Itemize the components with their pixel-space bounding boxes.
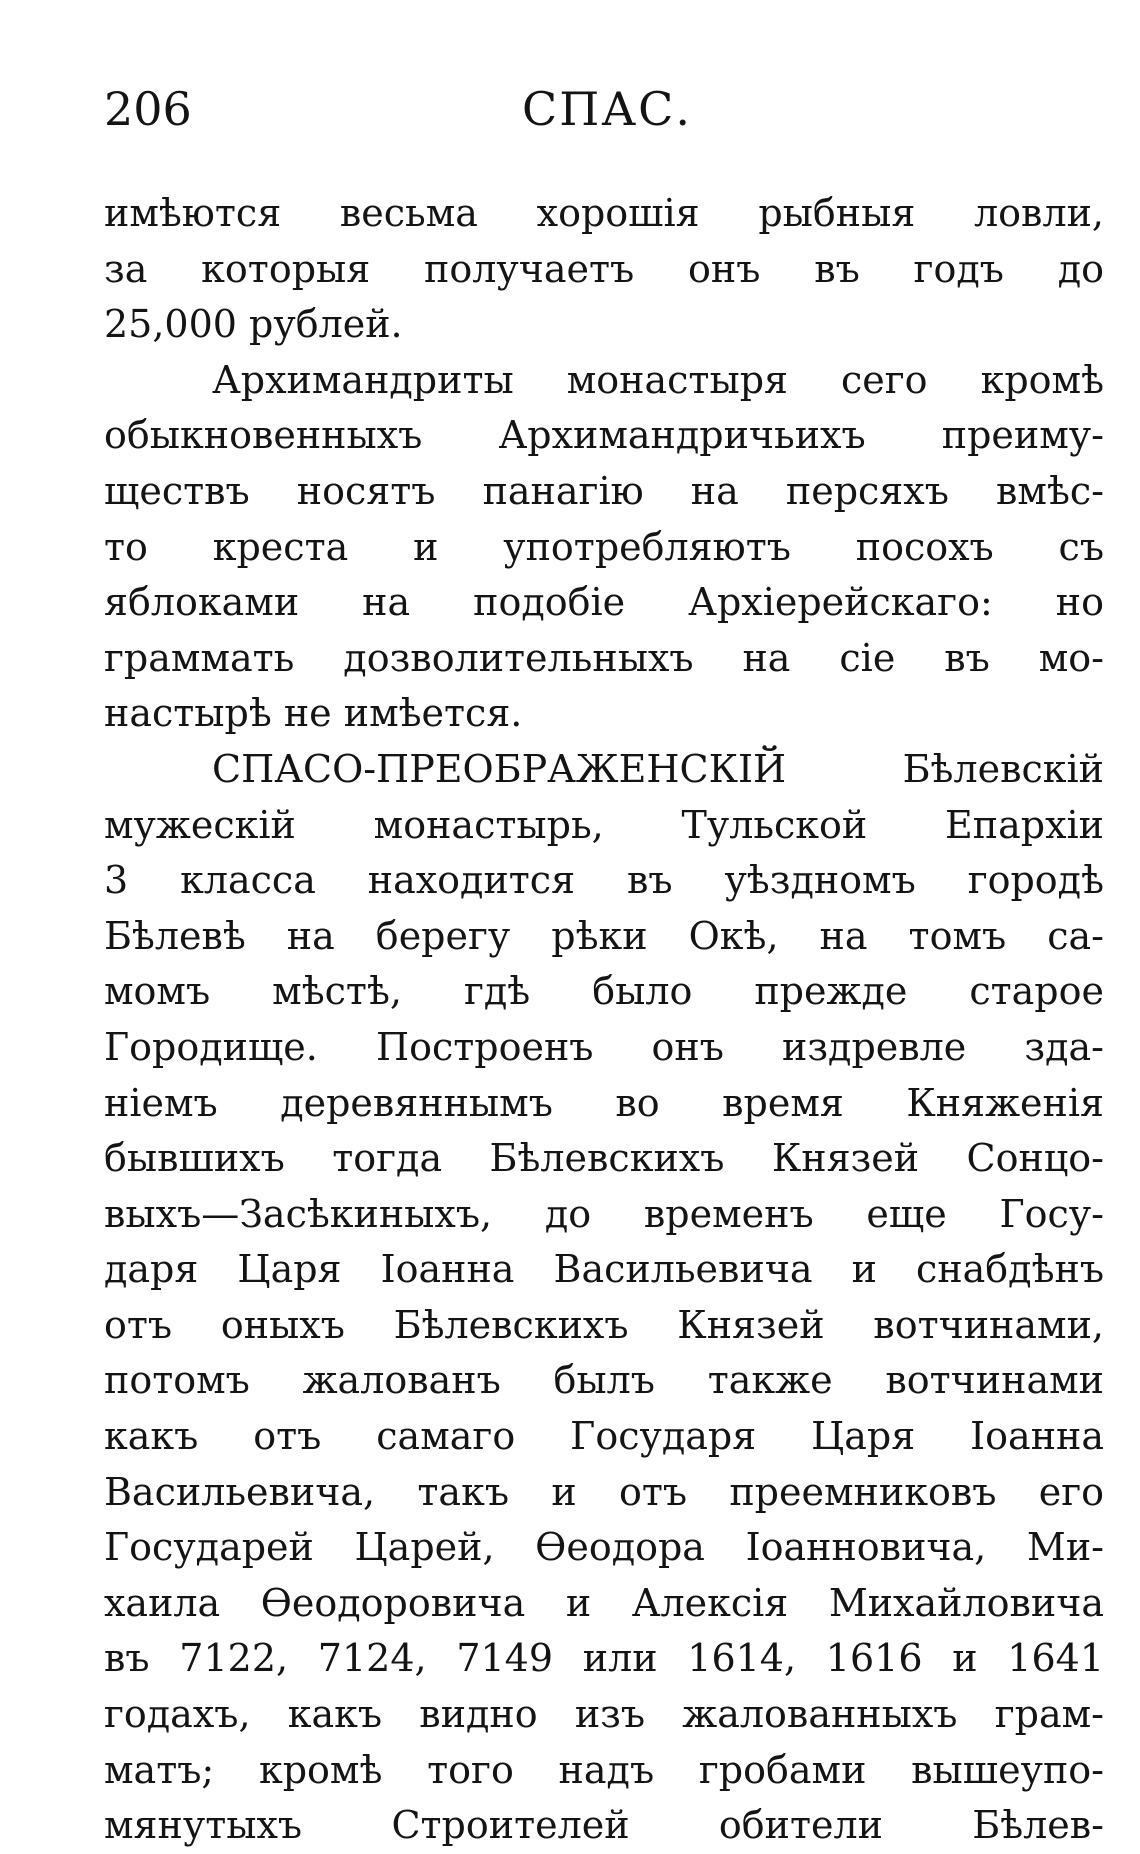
text-line: даря Царя Іоанна Васильевича и снабдѣнъ [104,1247,1104,1292]
text-line: за которыя получаетъ онъ въ годъ до [104,246,1104,291]
page-number: 206 [104,82,192,136]
text-line: мужескій монастырь, Тульской Епархіи [104,802,1104,847]
text-line: годахъ, какъ видно изъ жалованныхъ грам- [104,1692,1104,1737]
text-line: ществъ носятъ панагію на персяхъ вмѣс- [104,468,1104,513]
body-text [104,186,1104,1854]
paragraph-first-line: Архимандриты монастыря сего кромѣ [212,357,1104,402]
text-line: Городище. Построенъ онъ издревле зда- [104,1024,1104,1069]
text-line: 3 класса находится въ уѣздномъ городѣ [104,858,1104,903]
text-line: какъ отъ самаго Государя Царя Іоанна [104,1414,1104,1459]
page-header [104,82,1104,142]
text-line: граммать дозволительныхъ на сіе въ мо- [104,635,1104,680]
text-line: имѣются весьма хорошія рыбныя ловли, [104,191,1104,235]
text-line: то креста и употребляютъ посохъ съ [104,524,1104,569]
text-line: настырѣ не имѣется. [104,691,523,736]
text-line: Бѣлевѣ на берегу рѣки Окѣ, на томъ са- [104,913,1104,958]
text-line: яблоками на подобіе Архіерейскаго: но [104,580,1104,625]
text-line: момъ мѣстѣ, гдѣ было прежде старое [104,969,1104,1014]
text-line: бывшихъ тогда Бѣлевскихъ Князей Сонцо- [104,1136,1104,1181]
text-line: матъ; кромѣ того надъ гробами вышеупо- [104,1747,1104,1792]
text-line: обыкновенныхъ Архимандричьихъ преиму- [104,413,1104,458]
text-line: потомъ жалованъ былъ также вотчинами [104,1358,1104,1403]
text-line: хаила Ѳеодоровича и Алексія Михайловича [104,1580,1104,1625]
running-head: СПАС. [522,82,692,136]
text-line: ніемъ деревяннымъ во время Княженія [104,1080,1104,1125]
text-line: въ 7122, 7124, 7149 или 1614, 1616 и 1641 [104,1636,1104,1681]
entry-headword-line: СПАСО-ПРЕОБРАЖЕНСКІЙ Бѣлевскій [212,746,1104,791]
text-line: отъ оныхъ Бѣлевскихъ Князей вотчинами, [104,1302,1104,1347]
text-line: Васильевича, такъ и отъ преемниковъ его [104,1469,1104,1514]
text-line: мянутыхъ Строителей обители Бѣлев- [104,1803,1104,1848]
text-line: выхъ—Засѣкиныхъ, до временъ еще Госу- [104,1191,1104,1236]
text-line: 25,000 рублей. [104,302,403,347]
text-line: Государей Царей, Ѳеодора Іоанновича, Ми- [104,1525,1104,1570]
